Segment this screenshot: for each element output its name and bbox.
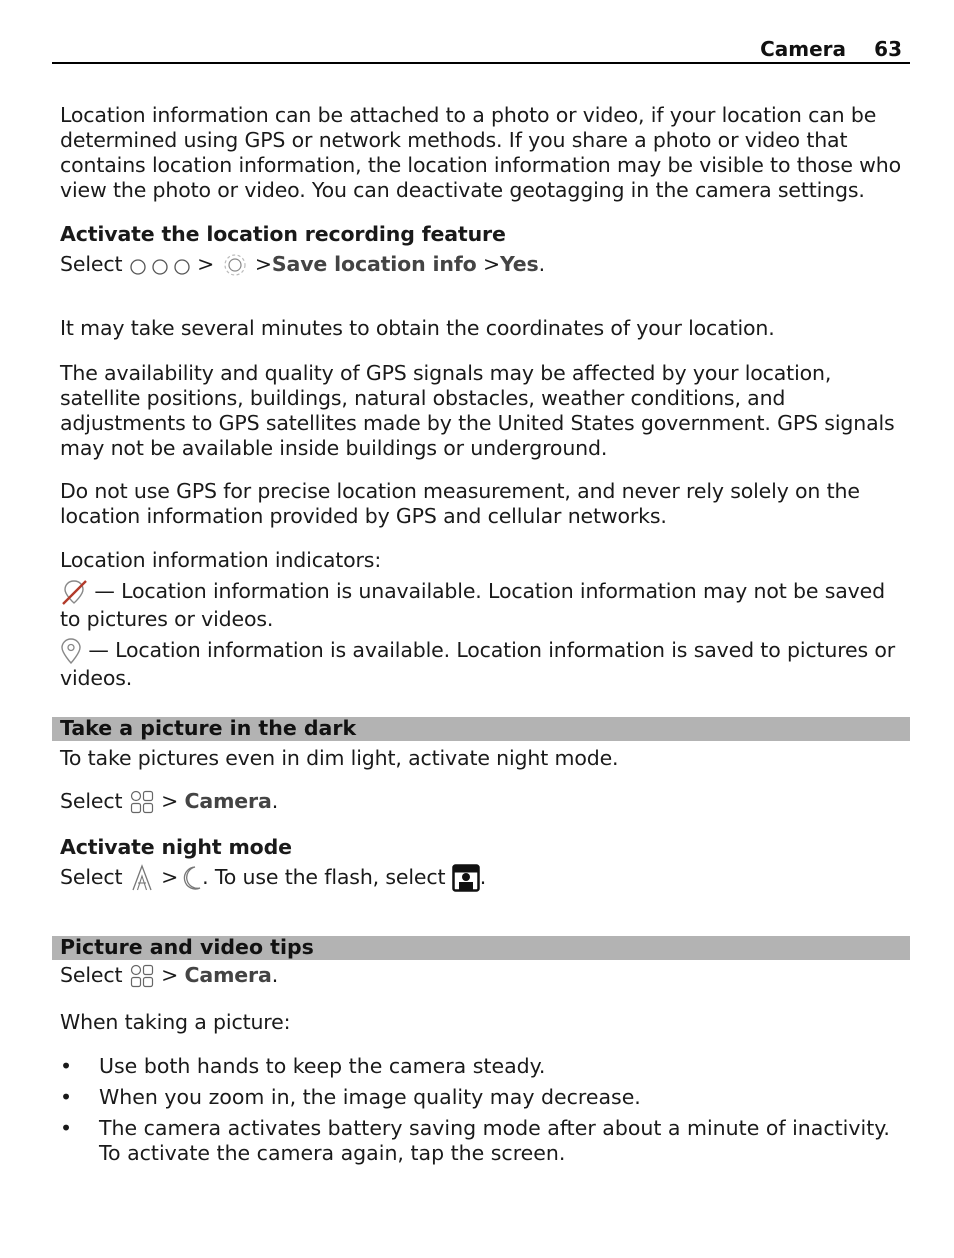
camera-option[interactable]: Camera (184, 963, 272, 987)
bullet-marker: • (60, 1116, 73, 1140)
tip-item: When you zoom in, the image quality may decrease. (99, 1085, 641, 1109)
bullet-marker: • (60, 1054, 73, 1078)
flash-icon[interactable] (452, 864, 480, 892)
indicator-unavailable-text: — Location information is unavailable. Location information may not be saved to pictures or videos. (60, 579, 885, 631)
select-label: Select (60, 252, 123, 276)
section-title: Camera (760, 37, 846, 61)
page-header (52, 36, 910, 64)
tip-item: Use both hands to keep the camera steady. (99, 1054, 546, 1078)
activate-location-steps (60, 252, 910, 278)
page-number: 63 (874, 37, 902, 61)
period: . (479, 865, 487, 889)
location-pin-icon (60, 637, 82, 665)
flash-instruction: . To use the flash, select (202, 865, 446, 889)
separator: > (161, 865, 179, 889)
apps-grid-icon[interactable] (129, 963, 155, 989)
bullet-marker: • (60, 1085, 73, 1109)
save-location-info-option[interactable]: Save location info (271, 252, 477, 276)
section-title-tips: Picture and video tips (60, 935, 314, 959)
dark-intro: To take pictures even in dim light, activate night mode. (60, 746, 619, 770)
gps-quality-paragraph: The availability and quality of GPS signals may be affected by your location, satellite positions, buildings, natural obstacles, weather conditions, and adjustments to GPS satellites made by the United States government. GPS signals may not be available inside buildings or underground. (60, 361, 895, 460)
dark-select-camera (60, 789, 910, 815)
section-title-dark: Take a picture in the dark (60, 716, 357, 740)
separator: > (161, 963, 179, 987)
activate-location-heading: Activate the location recording feature (60, 222, 506, 246)
options-icon[interactable] (129, 254, 191, 276)
indicator-available-text: — Location information is available. Location information is saved to pictures or videos. (60, 638, 896, 690)
period: . (271, 963, 279, 987)
period: . (271, 789, 279, 813)
indicator-available (60, 637, 910, 692)
separator: > (197, 252, 215, 276)
night-mode-steps (60, 864, 910, 892)
camera-option[interactable]: Camera (184, 789, 272, 813)
select-label: Select (60, 963, 123, 987)
night-mode-heading: Activate night mode (60, 835, 292, 859)
section-band-dark (52, 717, 910, 741)
section-band-tips (52, 936, 910, 960)
indicators-heading: Location information indicators: (60, 548, 382, 572)
separator: > (254, 252, 272, 276)
coords-note: It may take several minutes to obtain the coordinates of your location. (60, 316, 775, 340)
period: . (538, 252, 545, 276)
select-label: Select (60, 865, 123, 889)
separator: > (482, 252, 500, 276)
select-label: Select (60, 789, 123, 813)
gear-icon[interactable] (221, 252, 249, 278)
location-off-icon (60, 578, 88, 606)
tips-when-taking: When taking a picture: (60, 1010, 291, 1034)
scene-auto-icon[interactable] (129, 864, 155, 892)
moon-icon[interactable] (178, 864, 202, 892)
indicator-unavailable (60, 578, 910, 633)
gps-warning-paragraph: Do not use GPS for precise location measurement, and never rely solely on the location information provided by GPS and cellular networks. (60, 479, 860, 528)
tip-item: The camera activates battery saving mode after about a minute of inactivity. To activate the camera again, tap the screen. (99, 1116, 890, 1165)
separator: > (161, 789, 179, 813)
yes-option[interactable]: Yes (499, 252, 539, 276)
intro-paragraph: Location information can be attached to a photo or video, if your location can be determined using GPS or network methods. If you share a photo or video that contains location information, the location information may be visible to those who view the photo or video. You can deactivate geotagging in the camera settings. (60, 103, 902, 202)
tips-select-camera (60, 963, 910, 989)
apps-grid-icon[interactable] (129, 789, 155, 815)
